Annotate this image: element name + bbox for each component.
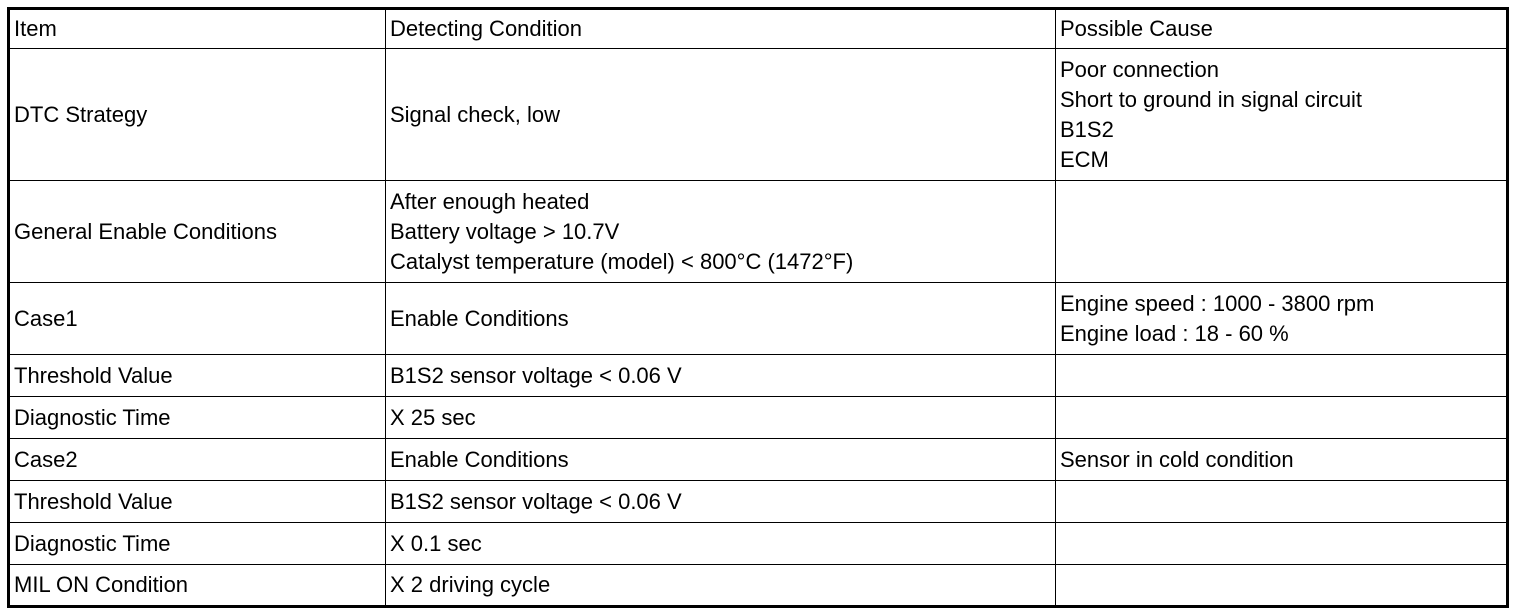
- cell-item: DTC Strategy: [9, 49, 386, 181]
- cause-line: ECM: [1060, 146, 1109, 172]
- table-row: [9, 283, 1508, 355]
- table-row: [9, 481, 1508, 523]
- cell-cause: [1056, 523, 1508, 565]
- table-row: [9, 523, 1508, 565]
- header-possible-cause: Possible Cause: [1056, 9, 1508, 49]
- cell-condition: [386, 49, 1056, 181]
- cell-item: Case1: [9, 283, 386, 355]
- cell-condition: Enable Conditions: [386, 439, 1056, 481]
- cell-cause: [1056, 181, 1508, 283]
- table-row: [9, 355, 1508, 397]
- cell-condition: X 25 sec: [386, 397, 1056, 439]
- cell-cause: [1056, 283, 1508, 355]
- cell-condition: X 0.1 sec: [386, 523, 1056, 565]
- dtc-spec-table: [7, 7, 1509, 608]
- cell-cause: [1056, 565, 1508, 607]
- table-row: [9, 181, 1508, 283]
- cell-cause: Sensor in cold condition: [1056, 439, 1508, 481]
- cell-cause: [1056, 397, 1508, 439]
- condition-line: Enable Conditions: [390, 305, 569, 331]
- condition-line: Battery voltage > 10.7V: [390, 218, 620, 244]
- table-row: [9, 565, 1508, 607]
- cell-condition: B1S2 sensor voltage < 0.06 V: [386, 355, 1056, 397]
- cell-condition: [386, 181, 1056, 283]
- header-detecting-condition: Detecting Condition: [386, 9, 1056, 49]
- condition-line: Signal check, low: [390, 101, 560, 127]
- cell-item: Diagnostic Time: [9, 397, 386, 439]
- cell-item: General Enable Conditions: [9, 181, 386, 283]
- condition-line: Catalyst temperature (model) < 800°C (1472°F): [390, 248, 854, 274]
- cause-line: B1S2: [1060, 116, 1114, 142]
- table-row: [9, 439, 1508, 481]
- cell-cause: [1056, 49, 1508, 181]
- cause-line: Short to ground in signal circuit: [1060, 86, 1363, 112]
- cell-item: MIL ON Condition: [9, 565, 386, 607]
- cell-item: Diagnostic Time: [9, 523, 386, 565]
- cause-line: Engine load : 18 - 60 %: [1060, 320, 1289, 346]
- cell-cause: [1056, 481, 1508, 523]
- header-item: Item: [9, 9, 386, 49]
- cause-line: Poor connection: [1060, 56, 1219, 82]
- cell-condition: [386, 283, 1056, 355]
- table-row: [9, 49, 1508, 181]
- cell-condition: X 2 driving cycle: [386, 565, 1056, 607]
- condition-line: After enough heated: [390, 188, 590, 214]
- table-row: [9, 397, 1508, 439]
- cell-item: Threshold Value: [9, 355, 386, 397]
- cell-item: Case2: [9, 439, 386, 481]
- table-header-row: [9, 9, 1508, 49]
- cell-cause: [1056, 355, 1508, 397]
- cell-item: Threshold Value: [9, 481, 386, 523]
- cause-line: Engine speed : 1000 - 3800 rpm: [1060, 290, 1375, 316]
- cell-condition: B1S2 sensor voltage < 0.06 V: [386, 481, 1056, 523]
